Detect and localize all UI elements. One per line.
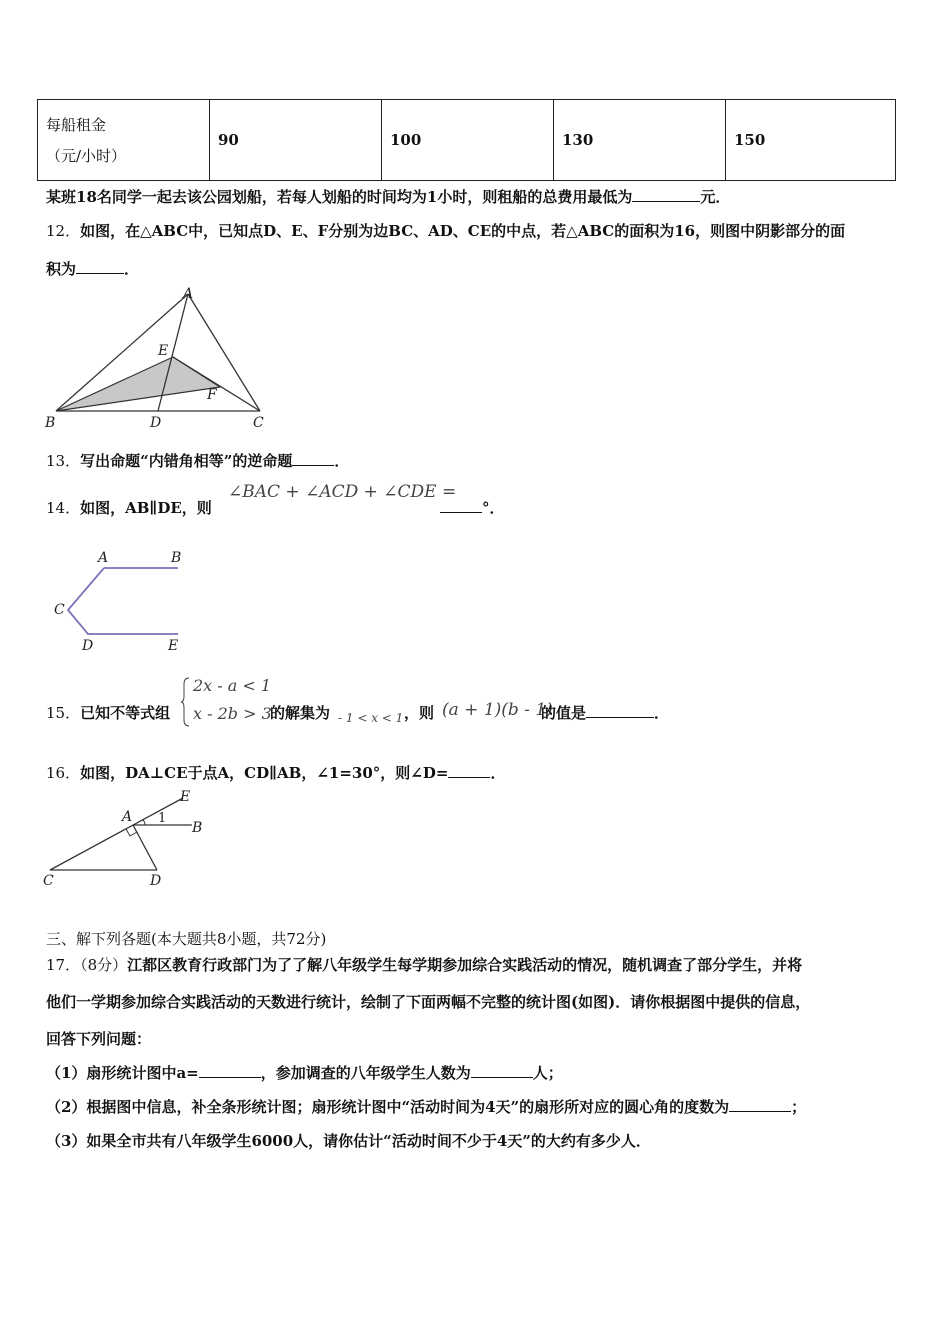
q15-mid2: ，则 <box>404 704 435 722</box>
rent-value-cell: 130 <box>554 100 726 181</box>
rent-header-line2: （元/小时） <box>46 147 127 165</box>
label-f: F <box>207 387 217 403</box>
label-b: B <box>45 415 56 431</box>
label-angle-1: 1 <box>158 811 167 826</box>
line-ce <box>50 798 183 870</box>
answer-blank[interactable] <box>292 451 334 466</box>
label-d: D <box>150 873 162 889</box>
answer-blank[interactable] <box>440 498 482 513</box>
rent-question: 某班18名同学一起去该公园划船，若每人划船的时间均为1小时，则租船的总费用最低为 元． <box>46 188 731 206</box>
answer-blank[interactable] <box>76 259 124 274</box>
q15-prefix: 15．已知不等式组 <box>46 704 171 722</box>
label-d: D <box>150 415 162 431</box>
label-e: E <box>168 638 179 654</box>
q14-formula: ∠BAC + ∠ACD + ∠CDE = <box>228 482 457 502</box>
answer-blank[interactable] <box>471 1063 533 1078</box>
answer-blank[interactable] <box>199 1063 261 1078</box>
label-a: A <box>183 286 194 302</box>
q15-solution: - 1 < x < 1 <box>338 711 404 725</box>
inequality-1: 2x - a < 1 <box>193 676 272 695</box>
label-c: C <box>54 602 65 618</box>
rent-value-cell: 150 <box>726 100 896 181</box>
label-a: A <box>98 550 109 566</box>
label-c: C <box>253 415 264 431</box>
q15-mid: 的解集为 <box>270 704 331 722</box>
q17-sub1: （1）扇形统计图中a= ，参加调查的八年级学生人数为 人； <box>46 1064 563 1082</box>
q12-line1: 12．如图，在△ABC中，已知点D、E、F分别为边BC、AD、CE的中点，若△ABC的面积为16，则图中阴影部分的面 <box>46 222 846 240</box>
q17-line1: 17．（8分）江都区教育行政部门为了了解八年级学生每学期参加综合实践活动的情况，随机调查了部分学生，并将 <box>46 956 803 974</box>
answer-blank[interactable] <box>632 187 700 202</box>
side-ac <box>188 294 260 411</box>
q17-line2: 他们一学期参加综合实践活动的天数进行统计，绘制了下面两幅不完整的统计图(如图)．请你根据图中提供的信息， <box>46 993 811 1011</box>
answer-blank[interactable] <box>448 763 490 778</box>
label-b: B <box>171 550 182 566</box>
line-acde <box>68 568 178 634</box>
q12-triangle-figure <box>40 285 280 433</box>
shaded-region <box>56 357 220 411</box>
answer-blank[interactable] <box>586 703 654 718</box>
label-a: A <box>122 809 133 825</box>
q14-answer: °． <box>440 497 505 518</box>
rent-header-cell <box>38 100 210 181</box>
rent-value-cell: 100 <box>382 100 554 181</box>
q14: 14．如图，AB∥DE，则 <box>46 499 212 517</box>
label-d: D <box>82 638 94 654</box>
q15-end: 的值是 ． <box>541 704 670 722</box>
label-b: B <box>192 820 203 836</box>
q13: 13．写出命题“内错角相等”的逆命题 ． <box>46 452 350 470</box>
label-e: E <box>180 789 191 805</box>
q16-figure <box>40 785 215 891</box>
q17-sub2: （2）根据图中信息，补全条形统计图；扇形统计图中“活动时间为4天”的扇形所对应的圆心角的度数为 ； <box>46 1098 807 1116</box>
brace-icon <box>181 676 191 728</box>
q12-line2: 积为 ． <box>46 260 140 278</box>
q16: 16．如图，DA⊥CE于点A，CD∥AB，∠1=30°，则∠D= ． <box>46 764 506 782</box>
rent-value-cell: 90 <box>210 100 382 181</box>
q15-expression: (a + 1)(b - 1) <box>442 700 553 720</box>
inequality-2: x - 2b > 3 <box>193 704 272 723</box>
label-c: C <box>43 873 54 889</box>
q17-sub3: （3）如果全市共有八年级学生6000人，请你估计“活动时间不少于4天”的大约有多少人． <box>46 1132 651 1150</box>
answer-blank[interactable] <box>729 1097 791 1112</box>
q14-figure <box>48 548 198 656</box>
q17-line3: 回答下列问题： <box>46 1030 152 1048</box>
label-e: E <box>158 343 169 359</box>
rent-table <box>37 99 896 181</box>
section-title: 三、解下列各题(本大题共8小题，共72分) <box>46 930 327 948</box>
rent-header-line1: 每船租金 <box>46 116 107 134</box>
angle-arc <box>143 820 145 825</box>
